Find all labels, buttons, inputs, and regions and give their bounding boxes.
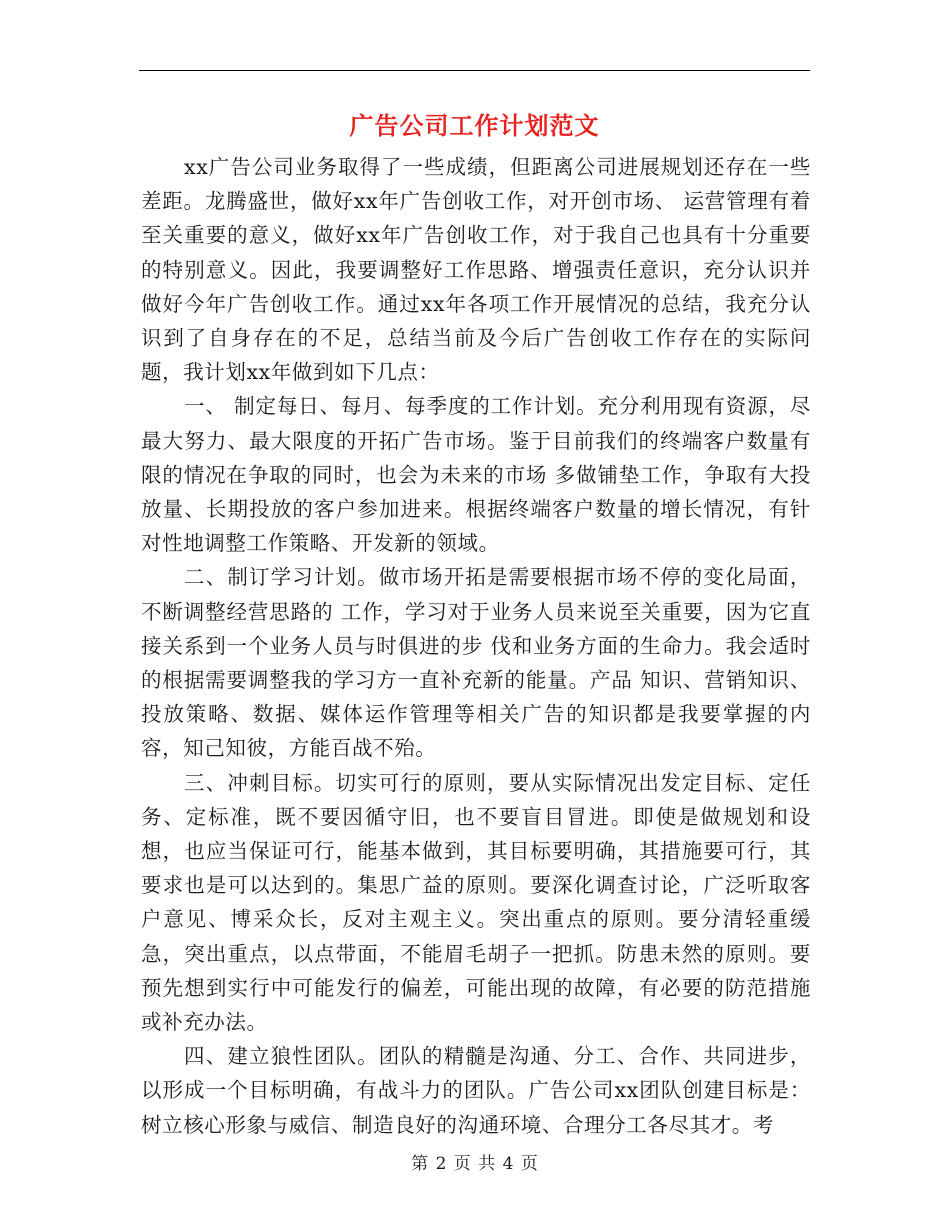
page-number: 第 2 页 共 4 页 [411,1154,539,1174]
header-rule [139,70,810,71]
paragraph-intro: xx广告公司业务取得了一些成绩，但距离公司进展规划还存在一些差距。龙腾盛世，做好xx年广告创收工作，对开创市场、 运营管理有着至关重要的意义，做好xx年广告创收工作，对于我自己也具有十分重要的特别意义。因此，我要调整好工作思路、增强责任意识，充分认识并做好今年广告创收工作。通过xx年各项工作开展情况的总结，我充分认识到了自身存在的不足，总结当前及今后广告创收工作存在的实际问题，我计划xx年做到如下几点： [141,155,811,385]
paragraph-plan-4: 四、建立狼性团队。团队的精髓是沟通、分工、合作、共同进步，以形成一个目标明确，有战斗力的团队。广告公司xx团队创建目标是：树立核心形象与威信、制造良好的沟通环境、合理分工各尽其才。考 [141,1044,811,1137]
document-title: 广告公司工作计划范文 [349,111,600,140]
paragraph-plan-3: 三、冲刺目标。切实可行的原则，要从实际情况出发定目标、定任务、定标准，既不要因循守旧，也不要盲目冒进。即使是做规划和设想，也应当保证可行，能基本做到，其目标要明确，其措施要可行，其要求也是可以达到的。集思广益的原则。要深化调查讨论，广泛听取客户意见、博采众长，反对主观主义。突出重点的原则。要分清轻重缓急，突出重点，以点带面，不能眉毛胡子一把抓。防患未然的原则。要预先想到实行中可能发行的偏差，可能出现的故障，有必要的防范措施或补充办法。 [141,770,811,1035]
page-footer [0,1152,950,1176]
paragraph-plan-2: 二、制订学习计划。做市场开拓是需要根据市场不停的变化局面，不断调整经营思路的 工作，学习对于业务人员来说至关重要，因为它直接关系到一个业务人员与时俱进的步 伐和业务方面的生命力。我会适时的根据需要调整我的学习方一直补充新的能量。产品 知识、营销知识、投放策略、数据、媒体运作管理等相关广告的知识都是我要掌握的内容，知己知彼，方能百战不殆。 [141,565,811,761]
paragraph-plan-1: 一、 制定每日、每月、每季度的工作计划。充分利用现有资源，尽最大努力、最大限度的开拓广告市场。鉴于目前我们的终端客户数量有限的情况在争取的同时，也会为未来的市场 多做铺垫工作，争取有大投放量、长期投放的客户参加进来。根据终端客户数量的增长情况，有针对性地调整工作策略、开发新的领域。 [141,394,811,556]
document-body [141,150,811,1142]
